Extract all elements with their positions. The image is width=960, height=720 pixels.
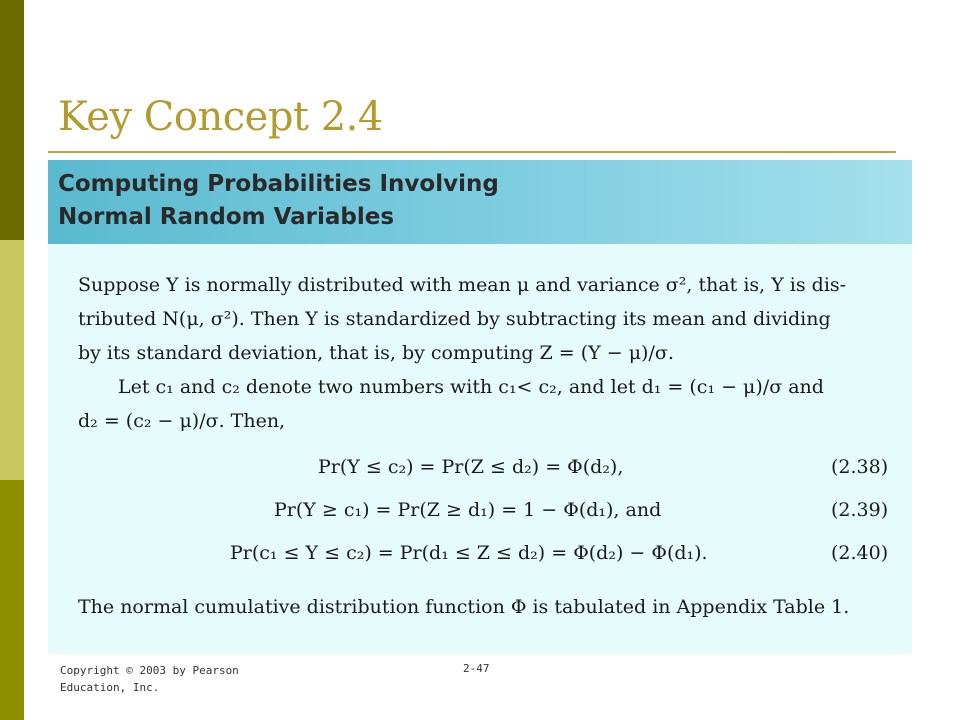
slide-title: Key Concept 2.4 [58,94,383,140]
accent-bar-top [0,0,24,240]
equation-2-38: Pr(Y ≤ c₂) = Pr(Z ≤ d₂) = Φ(d₂), [318,456,624,478]
page-number: 2-47 [463,662,490,675]
footer-copyright [60,662,280,696]
copyright-line-1: Copyright © 2003 by Pearson [60,664,239,677]
copyright-line-2: Education, Inc. [60,681,160,694]
body-line: tributed N(μ, σ²). Then Y is standardized by subtracting its mean and dividing [78,308,831,330]
equation-2-40: Pr(c₁ ≤ Y ≤ c₂) = Pr(d₁ ≤ Z ≤ d₂) = Φ(d₂) − Φ(d₁). [230,542,708,564]
accent-bar-bottom [0,480,24,720]
equation-number-2-39: (2.39) [831,499,889,521]
heading-line-1: Computing Probabilities Involving [58,171,499,197]
heading-line-2: Normal Random Variables [58,204,395,230]
key-concept-box [48,160,912,654]
body-line: by its standard deviation, that is, by computing Z = (Y − μ)/σ. [78,342,674,364]
equation-number-2-40: (2.40) [831,542,889,564]
left-accent-bar [0,0,24,720]
closing-sentence: The normal cumulative distribution function Φ is tabulated in Appendix Table 1. [78,596,850,618]
key-concept-heading [58,168,499,234]
key-concept-header [48,160,912,244]
body-line: Suppose Y is normally distributed with mean μ and variance σ², that is, Y is dis- [78,274,847,296]
equation-2-39: Pr(Y ≥ c₁) = Pr(Z ≥ d₁) = 1 − Φ(d₁), and [274,499,662,521]
body-line: Let c₁ and c₂ denote two numbers with c₁< c₂, and let d₁ = (c₁ − μ)/σ and [118,376,824,398]
accent-bar-middle [0,240,24,480]
body-line: d₂ = (c₂ − μ)/σ. Then, [78,410,286,432]
equation-number-2-38: (2.38) [831,456,889,478]
key-concept-body [78,268,898,438]
title-divider [48,151,896,153]
